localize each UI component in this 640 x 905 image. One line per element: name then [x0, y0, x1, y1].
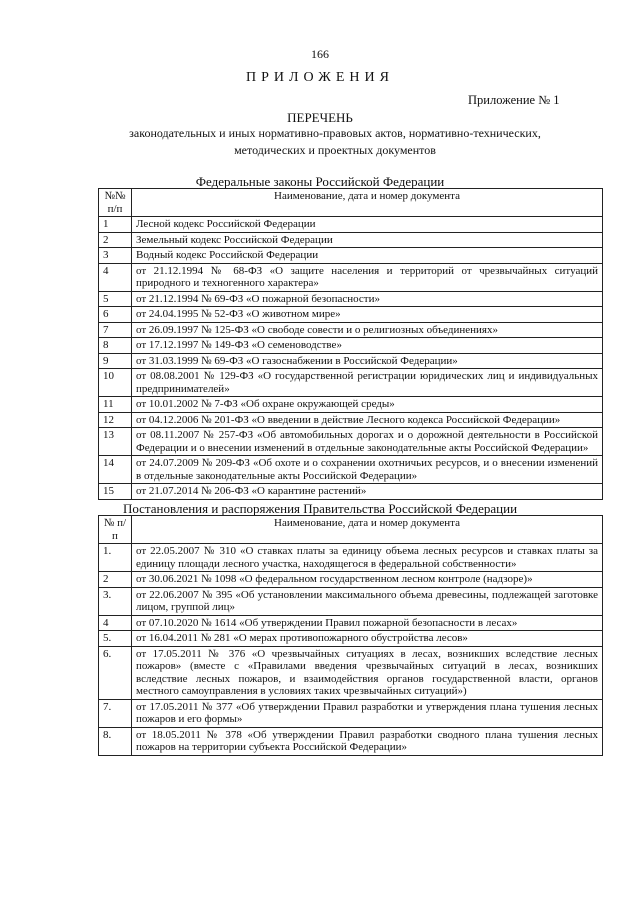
table-row — [99, 646, 603, 699]
table-row — [99, 338, 603, 354]
government-acts-table — [98, 515, 603, 756]
document-name: от 17.05.2011 № 377 «Об утверждении Правил разработки и утверждения плана тушения лесных пожаров и его формы» — [132, 699, 603, 727]
document-name: от 21.12.1994 № 69-ФЗ «О пожарной безопасности» — [132, 291, 603, 307]
row-number: 2 — [99, 572, 132, 588]
table-row — [99, 456, 603, 484]
row-number: 10 — [99, 369, 132, 397]
row-number: 15 — [99, 484, 132, 500]
list-title: ПЕРЕЧЕНЬ — [287, 110, 353, 125]
table-row — [99, 248, 603, 264]
federal-laws-section-title: Федеральные законы Российской Федерации — [195, 174, 445, 189]
document-name: от 24.04.1995 № 52-ФЗ «О животном мире» — [132, 307, 603, 323]
government-acts-section-title: Постановления и распоряжения Правительства Российской Федерации — [122, 501, 518, 516]
appendices-title: ПРИЛОЖЕНИЯ — [246, 70, 394, 85]
document-name: от 22.06.2007 № 395 «Об установлении максимального объема древесины, подлежащей заготовке лицом, группой лиц» — [132, 587, 603, 615]
row-number: 2 — [99, 232, 132, 248]
table-header-row — [99, 516, 603, 544]
table-row — [99, 615, 603, 631]
document-name: от 21.07.2014 № 206-ФЗ «О карантине растений» — [132, 484, 603, 500]
document-name: от 31.03.1999 № 69-ФЗ «О газоснабжении в Российской Федерации» — [132, 353, 603, 369]
federal-laws-table-body — [99, 217, 603, 500]
table-row — [99, 353, 603, 369]
table-row — [99, 484, 603, 500]
column-header-number: №№ п/п — [99, 189, 132, 217]
document-name: Водный кодекс Российской Федерации — [132, 248, 603, 264]
row-number: 5. — [99, 631, 132, 647]
document-name: от 08.11.2007 № 257-ФЗ «Об автомобильных дорогах и о дорожной деятельности в Российской Федерации и о внесении изменений в отдельные законодательные акты Российской Федерации» — [132, 428, 603, 456]
federal-laws-table — [98, 188, 603, 500]
list-subtitle: законодательных и иных нормативно-правовых актов, нормативно-технических, методических и проектных документов — [129, 126, 541, 158]
row-number: 1 — [99, 217, 132, 233]
row-number: 7 — [99, 322, 132, 338]
table-row — [99, 587, 603, 615]
document-name: от 04.12.2006 № 201-ФЗ «О введении в действие Лесного кодекса Российской Федерации» — [132, 412, 603, 428]
table-row — [99, 544, 603, 572]
table-row — [99, 217, 603, 233]
table-row — [99, 232, 603, 248]
page-number: 166 — [311, 47, 329, 61]
document-name: от 18.05.2011 № 378 «Об утверждении Правил разработки сводного плана тушения лесных пожаров на территории субъекта Российской Федерации» — [132, 727, 603, 755]
row-number: 3. — [99, 587, 132, 615]
document-name: от 08.08.2001 № 129-ФЗ «О государственной регистрации юридических лиц и индивидуальных предпринимателей» — [132, 369, 603, 397]
document-name: от 17.05.2011 № 376 «О чрезвычайных ситуациях в лесах, возникших вследствие лесных пожаров» (вместе с «Правилами введения чрезвычайных ситуаций в лесах, возникших вследствие лесных пожаров, и взаимодействия органов государственной власти, органов местного самоуправления в условиях таких чрезвычайных ситуаций») — [132, 646, 603, 699]
table-row — [99, 322, 603, 338]
document-name: от 07.10.2020 № 1614 «Об утверждении Правил пожарной безопасности в лесах» — [132, 615, 603, 631]
row-number: 4 — [99, 615, 132, 631]
table-row — [99, 369, 603, 397]
column-header-name: Наименование, дата и номер документа — [132, 189, 603, 217]
table-row — [99, 572, 603, 588]
row-number: 1. — [99, 544, 132, 572]
row-number: 4 — [99, 263, 132, 291]
appendix-number: Приложение № 1 — [468, 93, 560, 107]
table-row — [99, 412, 603, 428]
table-row — [99, 699, 603, 727]
document-name: от 21.12.1994 № 68-ФЗ «О защите населения и территорий от чрезвычайных ситуаций природного и техногенного характера» — [132, 263, 603, 291]
row-number: 11 — [99, 397, 132, 413]
row-number: 13 — [99, 428, 132, 456]
document-name: от 24.07.2009 № 209-ФЗ «Об охоте и о сохранении охотничьих ресурсов, и о внесении изменений в отдельные законодательные акты Российской Федерации» — [132, 456, 603, 484]
document-name: от 17.12.1997 № 149-ФЗ «О семеноводстве» — [132, 338, 603, 354]
table-row — [99, 307, 603, 323]
row-number: 8 — [99, 338, 132, 354]
document-name: от 16.04.2011 № 281 «О мерах противопожарного обустройства лесов» — [132, 631, 603, 647]
column-header-number: № п/п — [99, 516, 132, 544]
table-row — [99, 631, 603, 647]
row-number: 12 — [99, 412, 132, 428]
document-name: Земельный кодекс Российской Федерации — [132, 232, 603, 248]
table-row — [99, 428, 603, 456]
row-number: 7. — [99, 699, 132, 727]
document-name: от 26.09.1997 № 125-ФЗ «О свободе совести и о религиозных объединениях» — [132, 322, 603, 338]
document-name: от 30.06.2021 № 1098 «О федеральном государственном лесном контроле (надзоре)» — [132, 572, 603, 588]
row-number: 3 — [99, 248, 132, 264]
column-header-name: Наименование, дата и номер документа — [132, 516, 603, 544]
table-row — [99, 727, 603, 755]
table-row — [99, 291, 603, 307]
document-name: от 22.05.2007 № 310 «О ставках платы за единицу объема лесных ресурсов и ставках платы за единицу площади лесного участка, находящегося в федеральной собственности» — [132, 544, 603, 572]
row-number: 14 — [99, 456, 132, 484]
document-name: Лесной кодекс Российской Федерации — [132, 217, 603, 233]
government-acts-table-body — [99, 544, 603, 756]
table-row — [99, 263, 603, 291]
row-number: 9 — [99, 353, 132, 369]
row-number: 6. — [99, 646, 132, 699]
row-number: 8. — [99, 727, 132, 755]
table-row — [99, 397, 603, 413]
row-number: 6 — [99, 307, 132, 323]
row-number: 5 — [99, 291, 132, 307]
document-name: от 10.01.2002 № 7-ФЗ «Об охране окружающей среды» — [132, 397, 603, 413]
table-header-row — [99, 189, 603, 217]
